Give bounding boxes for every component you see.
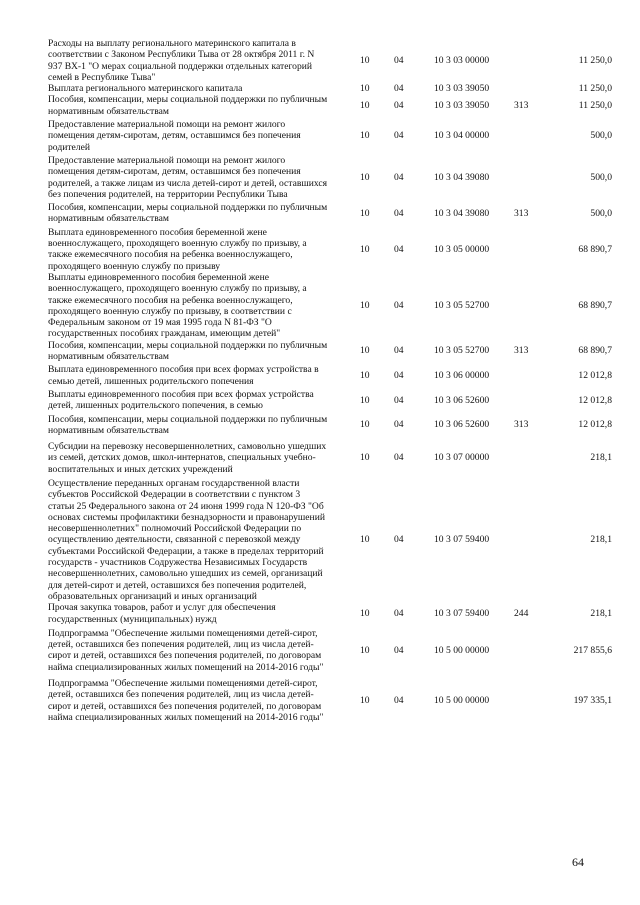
- row-description: Предоставление материальной помощи на ремонт жилого помещения детям-сиротам, детям, оставшимся без попечения родителей, а также лицам из числа детей-сирот и детей, оставшихся без попечения родителей, на территории Республики Тыва: [48, 154, 328, 200]
- table-row: [48, 478, 612, 602]
- row-subsection-code: 04: [394, 100, 404, 112]
- row-amount: 217 855,6: [573, 644, 612, 656]
- row-description: Подпрограмма "Обеспечение жилыми помещениями детей-сирот, детей, оставшихся без попечения родителей, лиц из числа детей- сирот и детей, оставшихся без попечения родителей, по договорам найма специализированных жилых помещений на 2014-2016 годы": [48, 627, 324, 673]
- row-section-code: 10: [360, 534, 370, 546]
- row-subsection-code: 04: [394, 54, 404, 66]
- row-section-code: 10: [360, 100, 370, 112]
- row-target-article-code: 10 3 03 39050: [434, 83, 490, 95]
- table-row: [48, 414, 612, 437]
- table-row: [48, 602, 612, 625]
- row-amount: 11 250,0: [578, 100, 612, 112]
- row-description: Выплата единовременного пособия при всех формах устройства в семью детей, лишенных родительского попечения: [48, 364, 319, 387]
- table-row: [48, 389, 612, 412]
- row-section-code: 10: [360, 607, 370, 619]
- row-amount: 68 890,7: [578, 243, 612, 255]
- row-target-article-code: 10 3 07 00000: [434, 452, 490, 464]
- row-section-code: 10: [360, 452, 370, 464]
- table-row: [48, 227, 612, 272]
- row-subsection-code: 04: [394, 694, 404, 706]
- row-target-article-code: 10 3 06 52600: [434, 394, 490, 406]
- row-section-code: 10: [360, 419, 370, 431]
- row-description: Расходы на выплату регионального материнского капитала в соответствии с Законом Республики Тыва от 28 октября 2011 г. N 937 ВХ-1 "О мерах социальной поддержки отдельных категорий семей в Республике Тыва": [48, 38, 315, 83]
- row-expense-type-code: 313: [514, 345, 529, 357]
- row-expense-type-code: 313: [514, 419, 529, 431]
- table-row: [48, 340, 612, 363]
- row-target-article-code: 10 3 04 39080: [434, 171, 490, 183]
- row-expense-type-code: 244: [514, 607, 529, 619]
- row-amount: 11 250,0: [578, 54, 612, 66]
- row-target-article-code: 10 3 06 00000: [434, 369, 490, 381]
- table-row: [48, 155, 612, 200]
- row-section-code: 10: [360, 369, 370, 381]
- row-section-code: 10: [360, 243, 370, 255]
- row-subsection-code: 04: [394, 607, 404, 619]
- row-target-article-code: 10 3 07 59400: [434, 607, 490, 619]
- row-subsection-code: 04: [394, 130, 404, 142]
- table-row: [48, 441, 612, 475]
- row-description: Выплаты единовременного пособия беременной жене военнослужащего, проходящего военную службу по призыву, а также ежемесячного пособия на ребенка военнослужащего, проходящего военную службу по призыву, в соответствии с Федеральным законом от 19 мая 1995 года N 81-ФЗ "О государственных пособиях гражданам, имеющим детей": [48, 271, 307, 340]
- row-amount: 68 890,7: [578, 345, 612, 357]
- row-target-article-code: 10 5 00 00000: [434, 644, 490, 656]
- row-target-article-code: 10 5 00 00000: [434, 694, 490, 706]
- row-target-article-code: 10 3 03 00000: [434, 54, 490, 66]
- row-amount: 500,0: [590, 130, 612, 142]
- table-row: [48, 678, 612, 723]
- row-subsection-code: 04: [394, 300, 404, 312]
- table-row: [48, 83, 612, 94]
- row-target-article-code: 10 3 05 52700: [434, 345, 490, 357]
- row-description: Предоставление материальной помощи на ремонт жилого помещения детям-сиротам, детям, оставшимся без попечения родителей: [48, 119, 301, 153]
- row-subsection-code: 04: [394, 644, 404, 656]
- row-target-article-code: 10 3 05 52700: [434, 300, 490, 312]
- row-description: Субсидии на перевозку несовершеннолетних, самовольно ушедших из семей, детских домов, школ-интернатов, специальных учебно- воспитательных и иных детских учреждений: [48, 441, 327, 475]
- row-description: Пособия, компенсации, меры социальной поддержки по публичным нормативным обязательствам: [48, 413, 328, 436]
- row-target-article-code: 10 3 07 59400: [434, 534, 490, 546]
- row-description: Пособия, компенсации, меры социальной поддержки по публичным нормативным обязательствам: [48, 202, 328, 225]
- row-target-article-code: 10 3 05 00000: [434, 243, 490, 255]
- row-description: Осуществление переданных органам государственной власти субъектов Российской Федерации в соответствии с пунктом 3 статьи 25 Федерального закона от 24 июня 1999 года N 120-ФЗ "Об основах системы профилактики безнадзорности и правонарушений несовершеннолетних" полномочий Российской Федерации по осуществлению деятельности, связанной с перевозкой между субъектами Российской Федерации, а также в пределах территорий государств - участников Содружества Независимых Государств несовершеннолетних, самовольно ушедших из семей, организаций для детей-сирот и детей, оставшихся без попечения родителей, образовательных организаций и иных организаций: [48, 477, 325, 602]
- row-section-code: 10: [360, 300, 370, 312]
- row-amount: 12 012,8: [578, 394, 612, 406]
- row-expense-type-code: 313: [514, 100, 529, 112]
- row-description: Прочая закупка товаров, работ и услуг для обеспечения государственных (муниципальных) нужд: [48, 602, 276, 625]
- table-row: [48, 202, 612, 225]
- row-section-code: 10: [360, 394, 370, 406]
- row-section-code: 10: [360, 345, 370, 357]
- table-row: [48, 628, 612, 673]
- row-section-code: 10: [360, 171, 370, 183]
- row-target-article-code: 10 3 04 39080: [434, 207, 490, 219]
- row-description: Пособия, компенсации, меры социальной поддержки по публичным нормативным обязательствам: [48, 94, 328, 117]
- row-amount: 12 012,8: [578, 369, 612, 381]
- row-description: Выплаты единовременного пособия при всех формах устройства детей, лишенных родительского попечения, в семью: [48, 388, 314, 412]
- row-amount: 500,0: [590, 207, 612, 219]
- row-subsection-code: 04: [394, 534, 404, 546]
- row-amount: 218,1: [590, 452, 612, 464]
- row-amount: 197 335,1: [573, 694, 612, 706]
- row-section-code: 10: [360, 207, 370, 219]
- row-description: Выплата регионального материнского капитала: [48, 83, 243, 95]
- row-amount: 218,1: [590, 534, 612, 546]
- row-amount: 11 250,0: [578, 83, 612, 95]
- table-row: [48, 272, 612, 340]
- row-subsection-code: 04: [394, 419, 404, 431]
- row-subsection-code: 04: [394, 171, 404, 183]
- table-row: [48, 38, 612, 83]
- row-target-article-code: 10 3 04 00000: [434, 130, 490, 142]
- row-description: Пособия, компенсации, меры социальной поддержки по публичным нормативным обязательствам: [48, 339, 328, 363]
- row-description: Выплата единовременного пособия беременной жене военнослужащего, проходящего военную службу по призыву, а также ежемесячного пособия на ребенка военнослужащего, проходящего военную службу по призыву: [48, 226, 307, 272]
- row-section-code: 10: [360, 694, 370, 706]
- row-expense-type-code: 313: [514, 207, 529, 219]
- table-row: [48, 364, 612, 387]
- table-row: [48, 94, 612, 117]
- row-amount: 12 012,8: [578, 419, 612, 431]
- row-section-code: 10: [360, 83, 370, 95]
- row-target-article-code: 10 3 06 52600: [434, 419, 490, 431]
- row-subsection-code: 04: [394, 243, 404, 255]
- row-subsection-code: 04: [394, 207, 404, 219]
- row-section-code: 10: [360, 54, 370, 66]
- row-section-code: 10: [360, 130, 370, 142]
- row-amount: 68 890,7: [578, 300, 612, 312]
- row-subsection-code: 04: [394, 452, 404, 464]
- row-subsection-code: 04: [394, 345, 404, 357]
- row-subsection-code: 04: [394, 394, 404, 406]
- row-subsection-code: 04: [394, 369, 404, 381]
- page-number: 64: [572, 855, 584, 869]
- table-row: [48, 119, 612, 153]
- row-amount: 500,0: [590, 171, 612, 183]
- row-section-code: 10: [360, 644, 370, 656]
- budget-table: [48, 38, 612, 723]
- row-amount: 218,1: [590, 607, 612, 619]
- row-description: Подпрограмма "Обеспечение жилыми помещениями детей-сирот, детей, оставшихся без попечения родителей, лиц из числа детей- сирот и детей, оставшихся без попечения родителей, по договорам найма специализированных жилых помещений на 2014-2016 годы": [48, 678, 324, 723]
- row-target-article-code: 10 3 03 39050: [434, 100, 490, 112]
- row-subsection-code: 04: [394, 83, 404, 95]
